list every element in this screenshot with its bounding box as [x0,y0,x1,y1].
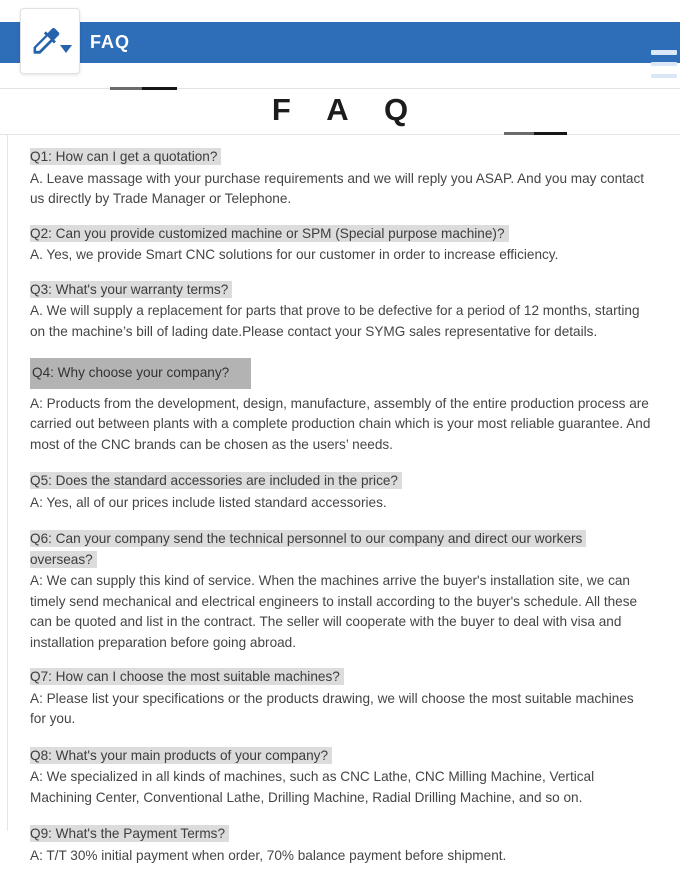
faq-question [30,746,652,767]
faq-question [30,358,652,389]
divider-line-bottom [0,134,680,135]
faq-answer: A: We specialized in all kinds of machines, such as CNC Lathe, CNC Milling Machine, Vertical Machining Center, Conventional Lathe, Drilling Machine, Radial Drilling Machine, and so on. [30,769,595,805]
faq-answer: A. Leave massage with your purchase requirements and we will reply you ASAP. And you may contact us directly by Trade Manager or Telephone. [30,170,645,206]
faq-item-q4 [30,358,652,455]
divider-accent-bottom [504,132,567,135]
faq-question-text: Q2: Can you provide customized machine or SPM (Special purpose machine)? [30,225,509,242]
hamburger-line [651,50,677,55]
faq-question [30,471,652,492]
faq-question-text: Q1: How can I get a quotation? [30,148,221,165]
faq-question [30,224,652,245]
faq-question-text: Q5: Does the standard accessories are included in the price? [30,472,402,489]
caret-down-icon [60,45,72,53]
page-title: F A Q [271,92,423,127]
faq-question-text: Q7: How can I choose the most suitable machines? [30,668,344,685]
faq-question [30,147,652,168]
eyedropper-icon [29,24,63,58]
faq-list [30,147,652,880]
faq-item-q3 [30,280,652,343]
faq-item-q1 [30,147,652,210]
faq-answer: A. Yes, we provide Smart CNC solutions for our customer in order to increase efficiency. [30,247,559,262]
faq-answer: A: T/T 30% initial payment when order, 70% balance payment before shipment. [30,847,507,863]
faq-question [30,280,652,301]
faq-question-text: Q9: What's the Payment Terms? [30,825,229,842]
divider-accent-top [110,87,177,90]
faq-item-q8 [30,746,652,809]
faq-question [30,667,652,688]
header-title: FAQ [90,32,131,52]
faq-question [30,529,652,570]
faq-question-text: Q8: What's your main products of your company? [30,747,332,764]
hamburger-line [651,74,677,79]
logo-button[interactable] [20,8,80,74]
hamburger-line [651,62,677,67]
header-bar [0,22,680,63]
faq-question [30,824,652,845]
faq-item-q5 [30,471,652,513]
left-edge-rule [7,134,8,831]
hamburger-menu-icon[interactable] [651,50,677,78]
faq-item-q2 [30,224,652,266]
faq-item-q7 [30,667,652,730]
faq-question-text: Q3: What's your warranty terms? [30,281,232,298]
faq-question-text: Q4: Why choose your company? [30,358,251,389]
faq-answer: A: Yes, all of our prices include listed standard accessories. [30,494,387,510]
faq-item-q6 [30,529,652,653]
divider-line-top [0,88,680,89]
faq-item-q9 [30,824,652,866]
faq-answer: A: We can supply this kind of service. When the machines arrive the buyer's installation site, we can timely send mechanical and electrical engineers to install according to the buyer's schedule. All these can be quoted and list in the contract. The seller will cooperate with the buyer to deal with visa and installation preparation before going abroad. [30,573,638,650]
faq-answer: A: Please list your specifications or the products drawing, we will choose the most suitable machines for you. [30,690,634,726]
faq-answer: A: Products from the development, design, manufacture, assembly of the entire production process are carried out between plants with a complete production chain which is your most reliable guarantee. And most of the CNC brands can be chosen as the users’ needs. [30,395,651,452]
faq-answer: A. We will supply a replacement for parts that prove to be defective for a period of 12 months, starting on the machine’s bill of lading date.Please contact your SYMG sales representative for details. [30,303,640,339]
faq-question-text: Q6: Can your company send the technical personnel to our company and direct our workers overseas? [30,530,586,568]
